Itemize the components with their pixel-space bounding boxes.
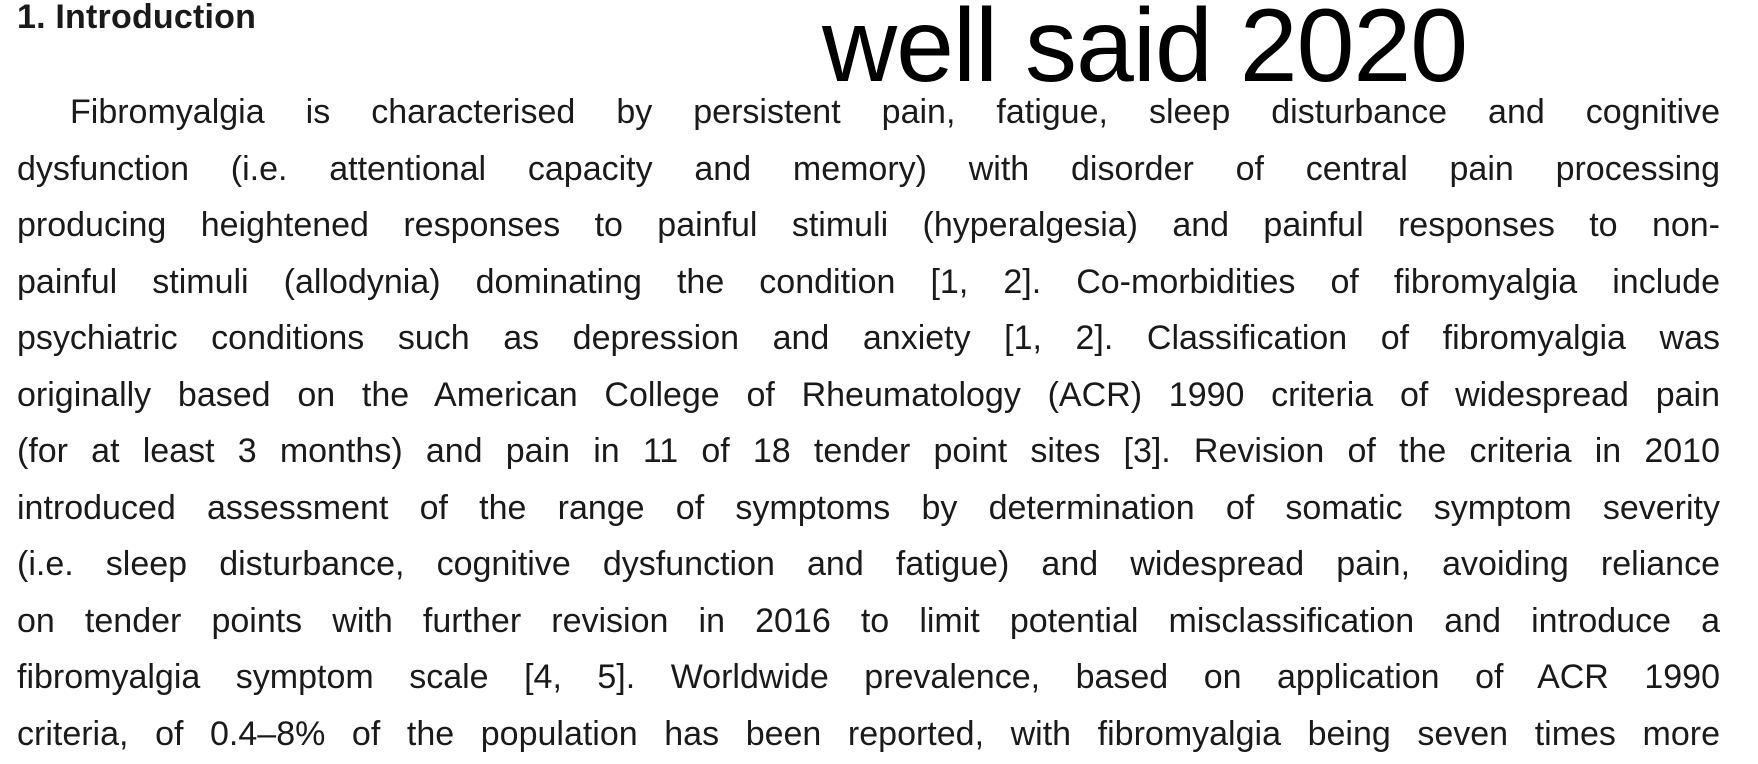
paragraph-line: Fibromyalgia is characterised by persistent pain, fatigue, sleep disturbance and cognitive xyxy=(70,93,1720,131)
overlay-annotation: well said 2020 xyxy=(822,0,1468,104)
paragraph-line: criteria, of 0.4–8% of the population has been reported, with fibromyalgia being seven times more xyxy=(17,714,1720,753)
paragraph-line: (for at least 3 months) and pain in 11 of 18 tender point sites [3]. Revision of the criteria in 2010 xyxy=(17,432,1720,470)
paragraph-line: originally based on the American College of Rheumatology (ACR) 1990 criteria of widespread pain xyxy=(17,375,1720,414)
paragraph-line: fibromyalgia symptom scale [4, 5]. Worldwide prevalence, based on application of ACR 1990 xyxy=(17,658,1720,696)
paragraph-line: dysfunction (i.e. attentional capacity and memory) with disorder of central pain processing xyxy=(17,149,1720,188)
paragraph-line: painful stimuli (allodynia) dominating the condition [1, 2]. Co-morbidities of fibromyalgia include xyxy=(17,262,1720,301)
paragraph-line: (i.e. sleep disturbance, cognitive dysfunction and fatigue) and widespread pain, avoiding reliance xyxy=(17,545,1720,583)
paragraph-line: psychiatric conditions such as depression and anxiety [1, 2]. Classification of fibromyalgia was xyxy=(17,319,1720,357)
paragraph-line: producing heightened responses to painful stimuli (hyperalgesia) and painful responses to non- xyxy=(17,206,1720,244)
paragraph-line: introduced assessment of the range of symptoms by determination of somatic symptom severity xyxy=(17,488,1720,527)
paragraph-line: on tender points with further revision in 2016 to limit potential misclassification and introduce a xyxy=(17,601,1720,640)
introduction-paragraph xyxy=(17,84,1720,762)
section-heading: 1. Introduction xyxy=(17,0,257,36)
